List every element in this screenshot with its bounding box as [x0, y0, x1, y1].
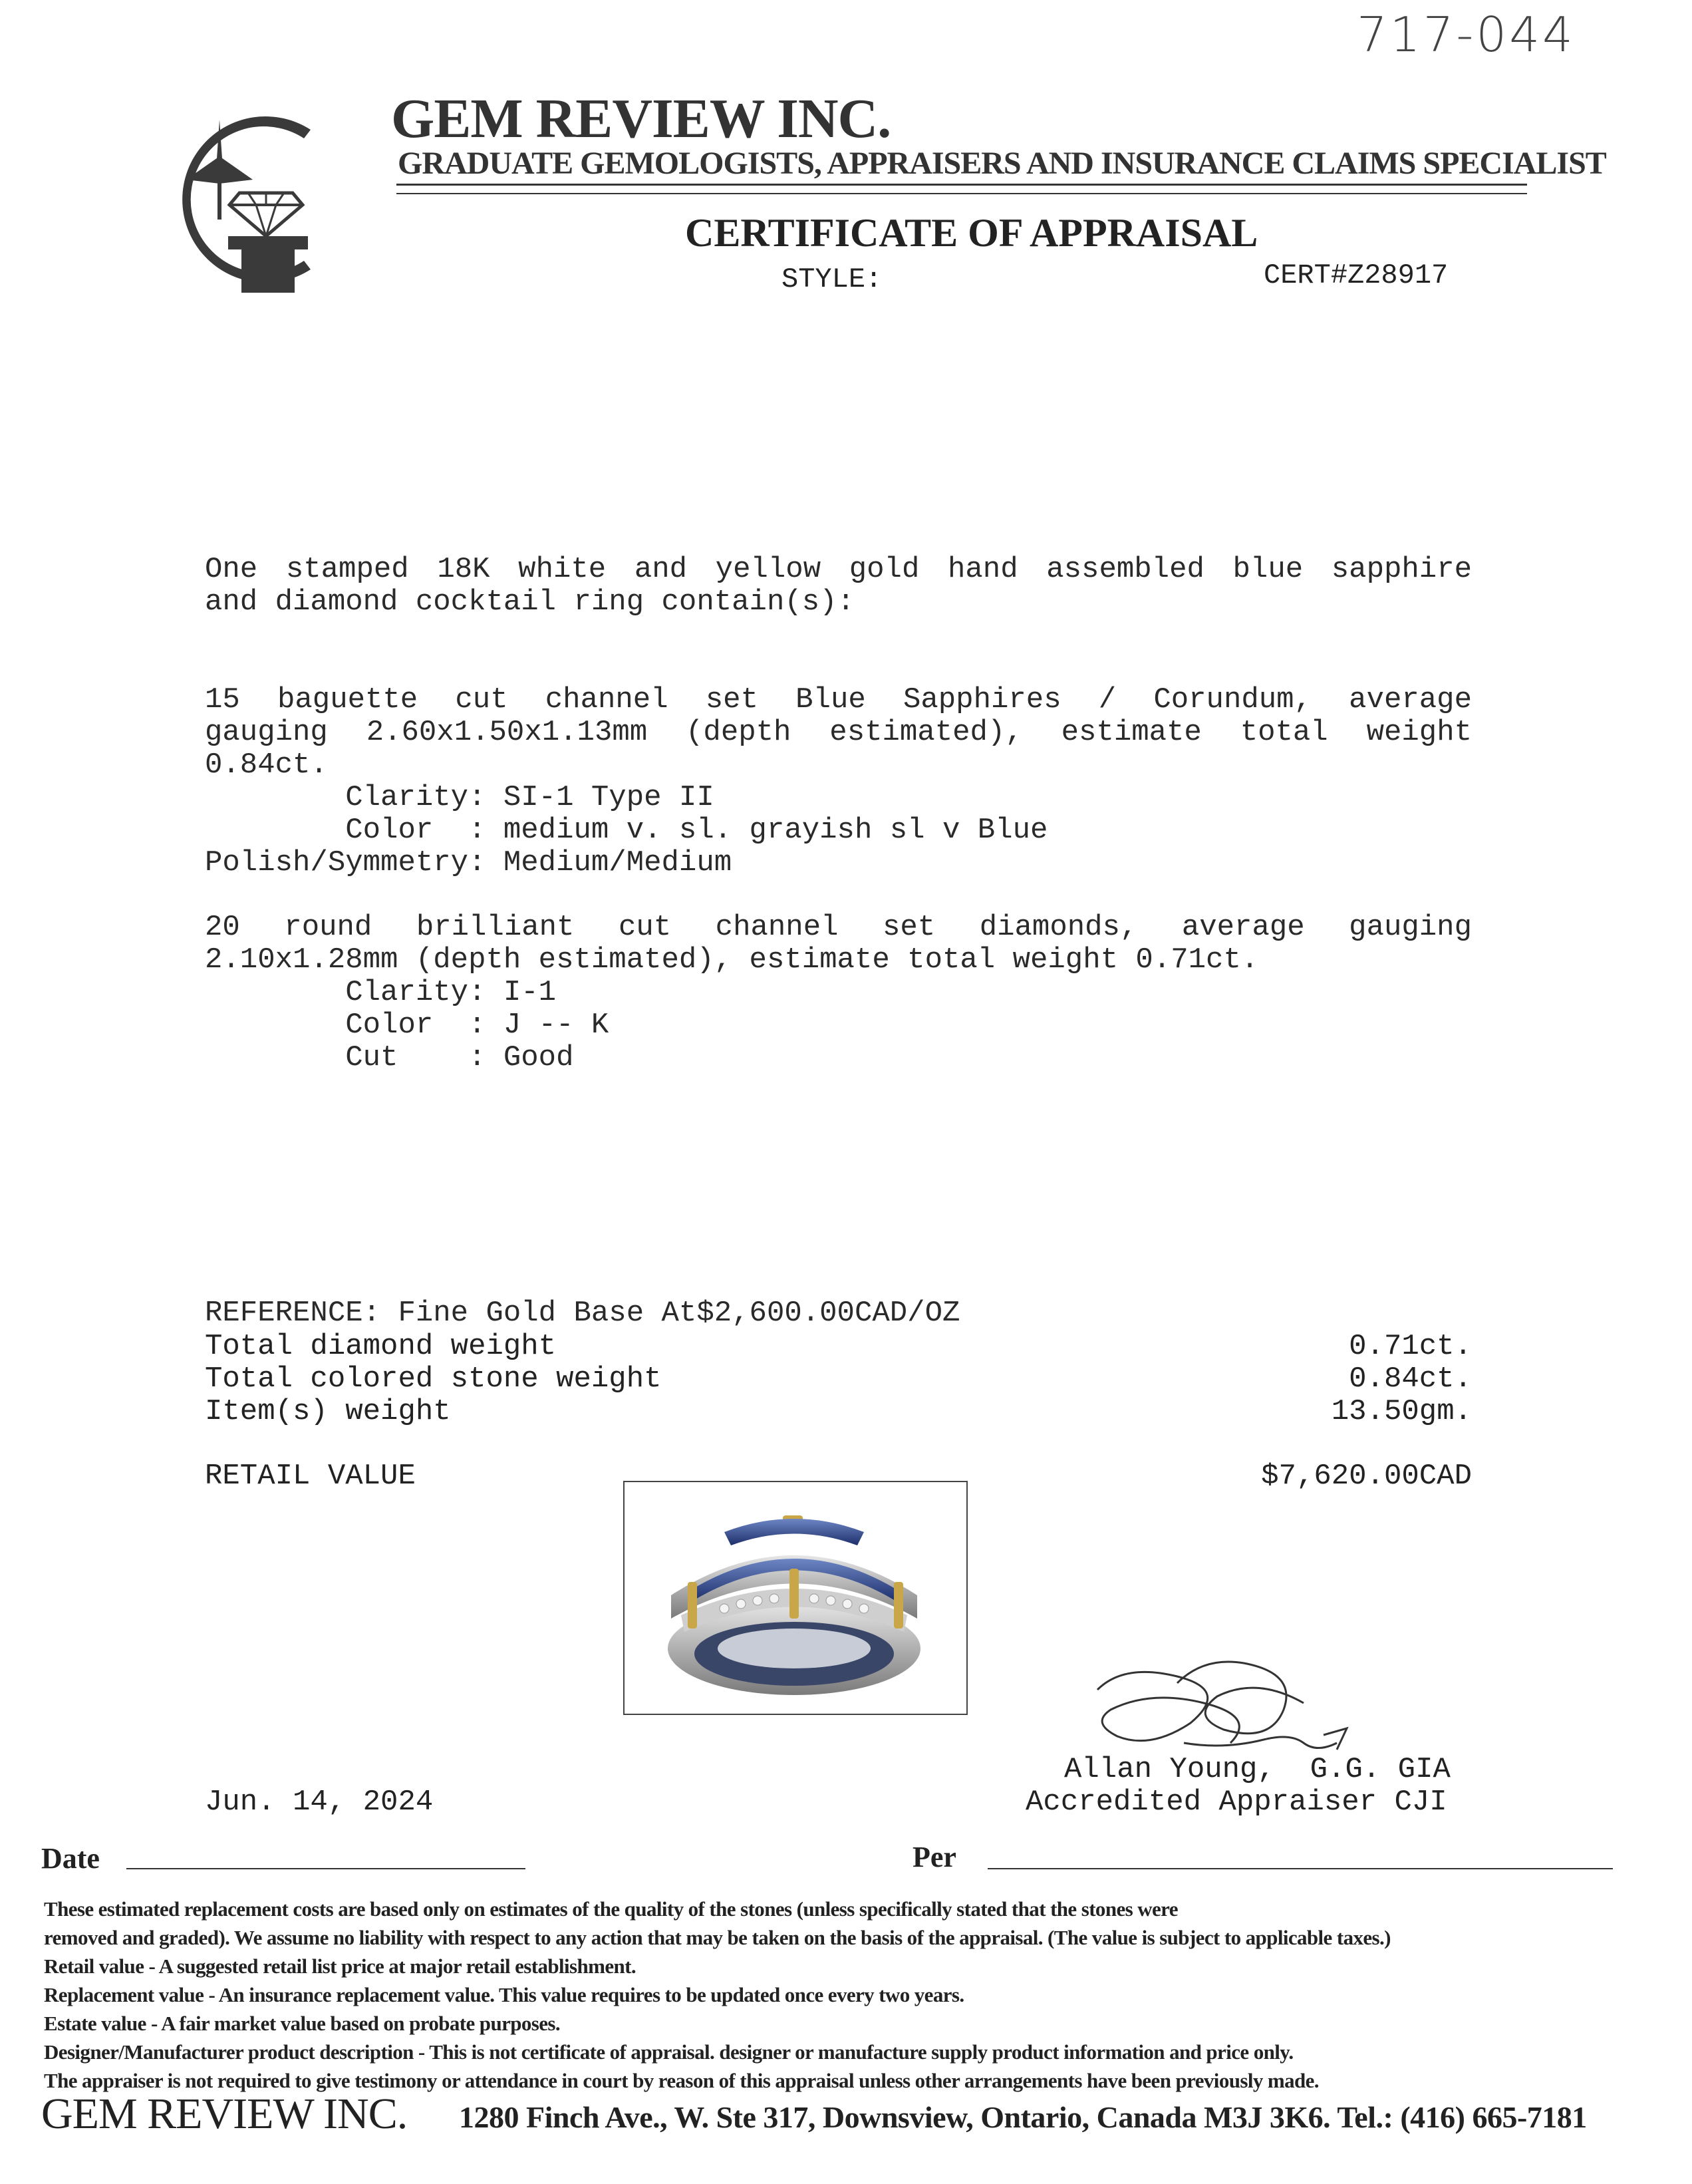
- appraiser-name: Allan Young, G.G. GIA: [1064, 1753, 1451, 1786]
- reference-label: Total colored stone weight: [205, 1362, 662, 1396]
- diamond-line: 2.10x1.28mm (depth estimated), estimate total weight 0.71ct.: [205, 943, 1259, 977]
- intro-line: One stamped 18K white and yellow gold hand assembled blue sapphire: [205, 553, 1472, 586]
- reference-value: 13.50gm.: [1331, 1395, 1472, 1428]
- company-logo: [136, 100, 336, 299]
- certificate-title: CERTIFICATE OF APPRAISAL: [685, 211, 1258, 255]
- ring-illustration: [625, 1482, 966, 1714]
- handwritten-ref-number: 717-044: [1357, 7, 1576, 63]
- reference-heading: REFERENCE: Fine Gold Base At$2,600.00CAD/OZ: [205, 1297, 960, 1330]
- reference-row: [205, 1362, 1472, 1396]
- header-rule-thin: [396, 193, 1527, 194]
- reference-label: Total diamond weight: [205, 1330, 557, 1363]
- sapphire-line: gauging 2.60x1.50x1.13mm (depth estimated), estimate total weight: [205, 716, 1472, 749]
- sapphire-clarity: Clarity: SI-1 Type II: [205, 781, 714, 814]
- footer-company-name: GEM REVIEW INC.: [41, 2090, 408, 2138]
- disclaimer-line: removed and graded). We assume no liability with respect to any action that may be taken on the basis of the appraisal. (The value is subject to applicable taxes.): [44, 1926, 1391, 1949]
- appraisal-date: Jun. 14, 2024: [205, 1786, 434, 1819]
- disclaimer-line: The appraiser is not required to give testimony or attendance in court by reason of this appraisal unless other arrangements have been previously made.: [44, 2069, 1319, 2092]
- ring-photo: [623, 1481, 968, 1715]
- per-label: Per: [913, 1841, 956, 1873]
- diamond-clarity: Clarity: I-1: [205, 976, 557, 1009]
- header-rule: [396, 184, 1527, 186]
- sapphire-line: 15 baguette cut channel set Blue Sapphires / Corundum, average: [205, 683, 1472, 716]
- diamond-line: 20 round brilliant cut channel set diamonds, average gauging: [205, 911, 1472, 944]
- reference-row: [205, 1330, 1472, 1363]
- company-tagline: GRADUATE GEMOLOGISTS, APPRAISERS AND INSURANCE CLAIMS SPECIALIST: [398, 146, 1606, 181]
- sapphire-color: Color : medium v. sl. grayish sl v Blue: [205, 814, 1048, 847]
- reference-value: 0.84ct.: [1349, 1362, 1472, 1396]
- appraiser-signature: [1084, 1650, 1363, 1763]
- sapphire-polish: Polish/Symmetry: Medium/Medium: [205, 846, 732, 879]
- reference-value: 0.71ct.: [1349, 1330, 1472, 1363]
- reference-label: Item(s) weight: [205, 1395, 451, 1428]
- company-name: GEM REVIEW INC.: [391, 88, 891, 150]
- disclaimer-line: These estimated replacement costs are based only on estimates of the quality of the stones (unless specifically stated that the stones were: [44, 1897, 1178, 1921]
- diamond-cut: Cut : Good: [205, 1041, 574, 1074]
- per-line: [988, 1868, 1613, 1869]
- date-line: [126, 1868, 525, 1869]
- retail-label: RETAIL VALUE: [205, 1460, 416, 1493]
- date-label: Date: [41, 1842, 100, 1875]
- disclaimer-line: Retail value - A suggested retail list price at major retail establishment.: [44, 1954, 636, 1978]
- diamond-color: Color : J -- K: [205, 1009, 609, 1042]
- retail-value: $7,620.00CAD: [1261, 1460, 1472, 1493]
- style-label: STYLE:: [781, 263, 883, 295]
- disclaimer-line: Estate value - A fair market value based on probate purposes.: [44, 2012, 561, 2035]
- footer-address: 1280 Finch Ave., W. Ste 317, Downsview, Ontario, Canada M3J 3K6. Tel.: (416) 665-7181: [459, 2100, 1587, 2134]
- sapphire-line: 0.84ct.: [205, 748, 328, 782]
- intro-line: and diamond cocktail ring contain(s):: [205, 585, 855, 619]
- disclaimer-line: Designer/Manufacturer product description - This is not certificate of appraisal. designer or manufacture supply product information and price only.: [44, 2040, 1294, 2064]
- appraiser-title: Accredited Appraiser CJI: [1026, 1786, 1447, 1819]
- disclaimer-line: Replacement value - An insurance replacement value. This value requires to be updated once every two years.: [44, 1983, 964, 2006]
- reference-row: [205, 1395, 1472, 1428]
- certificate-number: CERT#Z28917: [1264, 259, 1449, 291]
